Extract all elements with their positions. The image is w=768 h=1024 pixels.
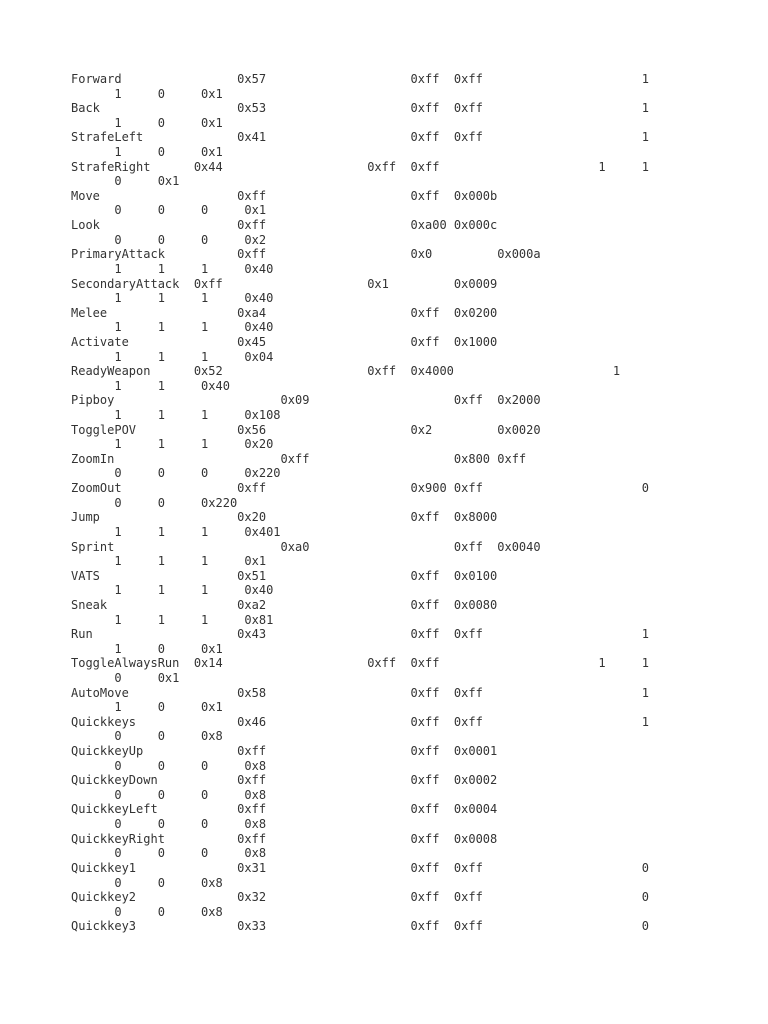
document-line: Move 0xff 0xff 0x000b [71, 188, 498, 203]
document-line: 1 1 1 0x81 [71, 612, 274, 627]
document-line: 1 1 0x40 [71, 378, 230, 393]
document-line: 1 1 1 0x40 [71, 320, 274, 335]
document-line: QuickkeyLeft 0xff 0xff 0x0004 [71, 802, 498, 817]
document-line: 1 1 1 0x20 [71, 437, 274, 452]
document-line: Sprint 0xa0 0xff 0x0040 [71, 539, 541, 554]
document-line: 0 0 0 0x8 [71, 817, 267, 832]
document-line: SecondaryAttack 0xff 0x1 0x0009 [71, 276, 498, 291]
document-line: Sneak 0xa2 0xff 0x0080 [71, 597, 498, 612]
document-line: Forward 0x57 0xff 0xff 1 [71, 72, 649, 86]
document-line: 1 0 0x1 [71, 86, 223, 101]
document-line: 1 0 0x1 [71, 641, 223, 656]
document-line: 0 0 0 0x8 [71, 758, 267, 773]
document-line: 1 1 1 0x40 [71, 261, 274, 276]
document-line: Quickkey2 0x32 0xff 0xff 0 [71, 890, 649, 905]
document-line: 1 1 1 0x40 [71, 583, 274, 598]
document-line: QuickkeyUp 0xff 0xff 0x0001 [71, 744, 498, 759]
document-line: 0 0 0x8 [71, 729, 223, 744]
document-line: Quickkey3 0x33 0xff 0xff 0 [71, 919, 649, 934]
document-line: 0 0 0 0x2 [71, 232, 267, 247]
document-line: 0 0x1 [71, 174, 180, 189]
document-line: 0 0 0 0x1 [71, 203, 267, 218]
document-line: Quickkeys 0x46 0xff 0xff 1 [71, 714, 649, 729]
document-line: ZoomOut 0xff 0x900 0xff 0 [71, 481, 649, 496]
document-line: Run 0x43 0xff 0xff 1 [71, 627, 649, 642]
document-line: Pipboy 0x09 0xff 0x2000 [71, 393, 541, 408]
document-line: 0 0 0x220 [71, 495, 238, 510]
document-line: StrafeLeft 0x41 0xff 0xff 1 [71, 130, 649, 145]
document-line: TogglePOV 0x56 0x2 0x0020 [71, 422, 541, 437]
document-line: QuickkeyDown 0xff 0xff 0x0002 [71, 773, 498, 788]
keymap-text-document [71, 72, 649, 934]
document-line: PrimaryAttack 0xff 0x0 0x000a [71, 247, 541, 262]
document-line: Jump 0x20 0xff 0x8000 [71, 510, 498, 525]
document-line: 0 0 0 0x8 [71, 787, 267, 802]
document-line: 0 0 0x8 [71, 875, 223, 890]
document-line: Melee 0xa4 0xff 0x0200 [71, 305, 498, 320]
document-line: ZoomIn 0xff 0x800 0xff [71, 451, 527, 466]
document-line: 1 0 0x1 [71, 115, 223, 130]
document-line: AutoMove 0x58 0xff 0xff 1 [71, 685, 649, 700]
document-line: 0 0 0 0x8 [71, 846, 267, 861]
document-line: ToggleAlwaysRun 0x14 0xff 0xff 1 1 [71, 656, 649, 671]
document-line: 1 1 1 0x401 [71, 524, 281, 539]
document-line: 1 1 1 0x04 [71, 349, 274, 364]
document-line: 1 0 0x1 [71, 145, 223, 160]
document-line: QuickkeyRight 0xff 0xff 0x0008 [71, 831, 498, 846]
document-line: VATS 0x51 0xff 0x0100 [71, 568, 498, 583]
document-line: ReadyWeapon 0x52 0xff 0x4000 1 [71, 364, 621, 379]
document-line: 1 1 1 0x108 [71, 408, 281, 423]
document-line: 1 1 1 0x40 [71, 291, 274, 306]
document-line: Back 0x53 0xff 0xff 1 [71, 101, 649, 116]
document-line: Quickkey1 0x31 0xff 0xff 0 [71, 860, 649, 875]
document-line: Activate 0x45 0xff 0x1000 [71, 334, 498, 349]
document-line: 1 0 0x1 [71, 700, 223, 715]
document-line: Look 0xff 0xa00 0x000c [71, 218, 498, 233]
document-line: 0 0 0 0x220 [71, 466, 281, 481]
document-line: StrafeRight 0x44 0xff 0xff 1 1 [71, 159, 649, 174]
document-line: 0 0 0x8 [71, 904, 223, 919]
document-line: 0 0x1 [71, 670, 180, 685]
document-line: 1 1 1 0x1 [71, 554, 267, 569]
